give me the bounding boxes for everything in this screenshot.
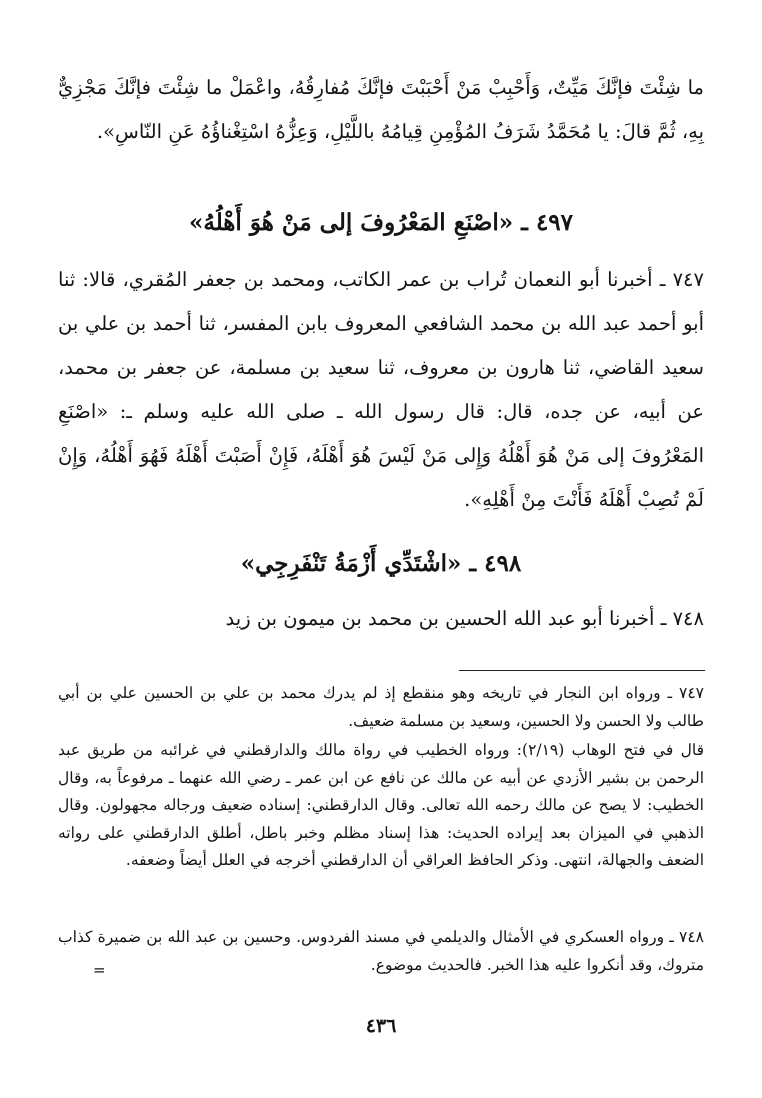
paragraph-hadith-748: ٧٤٨ ـ أخبرنا أبو عبد الله الحسين بن محمد بن ميمون بن زيد	[225, 607, 704, 630]
page-number: ٤٣٦	[365, 1015, 397, 1037]
footnote-747-part-1: ٧٤٧ ـ ورواه ابن النجار في تاريخه وهو منقطع إذ لم يدرك محمد بن علي بن الحسين علي بن أبي طالب ولا الحسن ولا الحسين، وسعيد بن مسلمة ضعيف.	[58, 684, 704, 730]
chapter-heading-497: ٤٩٧ ـ «اصْنَعِ المَعْرُوفَ إلى مَنْ هُوَ أَهْلُهُ»	[188, 209, 573, 236]
paragraph-opening: ما شِئْتَ فإنَّكَ مَيِّتٌ، وَأَحْبِبْ مَنْ أَحْبَبْتَ فإنَّكَ مُفارِقُهُ، واعْمَلْ ما شِئْتَ فإنَّكَ مَجْزِيٌّ بِهِ، ثُمَّ قالَ: يا مُحَمَّدُ شَرَفُ المُؤْمِنِ قِيامُهُ باللَّيْلِ، وَعِزُّهُ اسْتِغْناؤُهُ عَنِ النّاسِ».	[58, 76, 704, 143]
footnote-748: ٧٤٨ ـ ورواه العسكري في الأمثال والديلمي في مسند الفردوس. وحسين بن عبد الله بن ضميرة كذاب متروك، وقد أنكروا عليه هذا الخبر. فالحديث موضوع.	[58, 928, 704, 974]
chapter-heading-498: ٤٩٨ ـ «اشْتَدِّي أَزْمَةُ تَنْفَرِجِي»	[240, 550, 522, 577]
continuation-mark: =	[93, 961, 106, 979]
footnote-separator	[459, 670, 705, 671]
footnote-747-part-2: قال في فتح الوهاب (٢/١٩): ورواه الخطيب في رواة مالك والدارقطني في غرائبه من طريق عبد الرحمن بن بشير الأزدي عن أبيه عن مالك عن نافع عن ابن عمر ـ رضي الله عنهما ـ مرفوعاً به، وقال الخطيب: لا يصح عن مالك رحمه الله تعالى. وقال الدارقطني: إسناده ضعيف ورجاله مجهولون. وقال الذهبي في الميزان بعد إيراده الحديث: هذا إسناد مظلم وخبر باطل، أطلق الدارقطني على رواته الضعف والجهالة، انتهى. وذكر الحافظ العراقي أن الدارقطني أخرجه في العلل أيضاً وضعفه.	[58, 741, 704, 869]
paragraph-hadith-747: ٧٤٧ ـ أخبرنا أبو النعمان تُراب بن عمر الكاتب، ومحمد بن جعفر المُقري، قالا: ثنا أبو أحمد عبد الله بن محمد الشافعي المعروف بابن المفسر، ثنا أحمد بن علي بن سعيد القاضي، ثنا هارون بن معروف، ثنا سعيد بن مسلمة، عن جعفر بن محمد، عن أبيه، عن جده، قال: قال رسول الله ـ صلى الله عليه وسلم ـ: «اصْنَعِ المَعْرُوفَ إلى مَنْ هُوَ أَهْلُهُ وَإِلى مَنْ لَيْسَ هُوَ أَهْلَهُ، فَإِنْ أَصَبْتَ أَهْلَهُ فَهُوَ أَهْلُهُ، وَإِنْ لَمْ تُصِبْ أَهْلَهُ فَأَنْتَ مِنْ أَهْلِهِ».	[58, 268, 704, 511]
